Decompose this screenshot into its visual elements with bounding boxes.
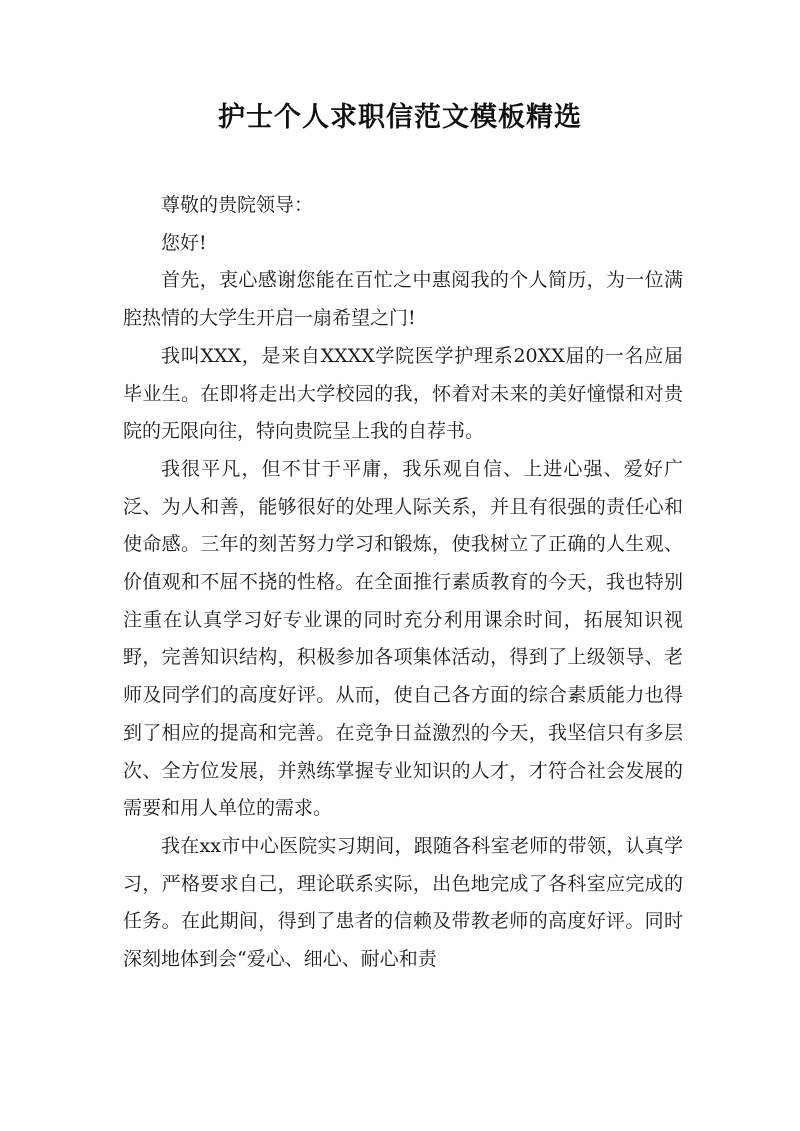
paragraph-thanks: 首先，衷心感谢您能在百忙之中惠阅我的个人简历，为一位满腔热情的大学生开启一扇希望之门! [123, 269, 683, 330]
document-title: 护士个人求职信范文模板精选 [218, 102, 582, 133]
paragraph-internship: 我在xx市中心医院实习期间，跟随各科室老师的带领，认真学习，严格要求自己，理论联系实际，出色地完成了各科室应完成的任务。在此期间，得到了患者的信赖及带教老师的高度好评。同时深刻地体到会“爱心、细心、耐心和责 [123, 834, 683, 971]
document-body [123, 187, 683, 979]
salutation: 尊敬的贵院领导： [161, 194, 314, 216]
greeting: 您好! [161, 231, 207, 254]
paragraph-personality: 我很平凡，但不甘于平庸，我乐观自信、上进心强、爱好广泛、为人和善，能够很好的处理人际关系，并且有很强的责任心和使命感。三年的刻苦努力学习和锻炼，使我树立了正确的人生观、价值观和不屈不挠的性格。在全面推行素质教育的今天，我也特别注重在认真学习好专业课的同时充分利用课余时间，拓展知识视野，完善知识结构，积极参加各项集体活动，得到了上级领导、老师及同学们的高度好评。从而，使自己各方面的综合素质能力也得到了相应的提高和完善。在竞争日益激烈的今天，我坚信只有多层次、全方位发展，并熟练掌握专业知识的人才，才符合社会发展的需要和用人单位的需求。 [123, 457, 683, 820]
paragraph-introduction: 我叫XXX，是来自XXXX学院医学护理系20XX届的一名应届毕业生。在即将走出大学校园的我，怀着对未来的美好憧憬和对贵院的无限向往，特向贵院呈上我的自荐书。 [123, 344, 683, 443]
